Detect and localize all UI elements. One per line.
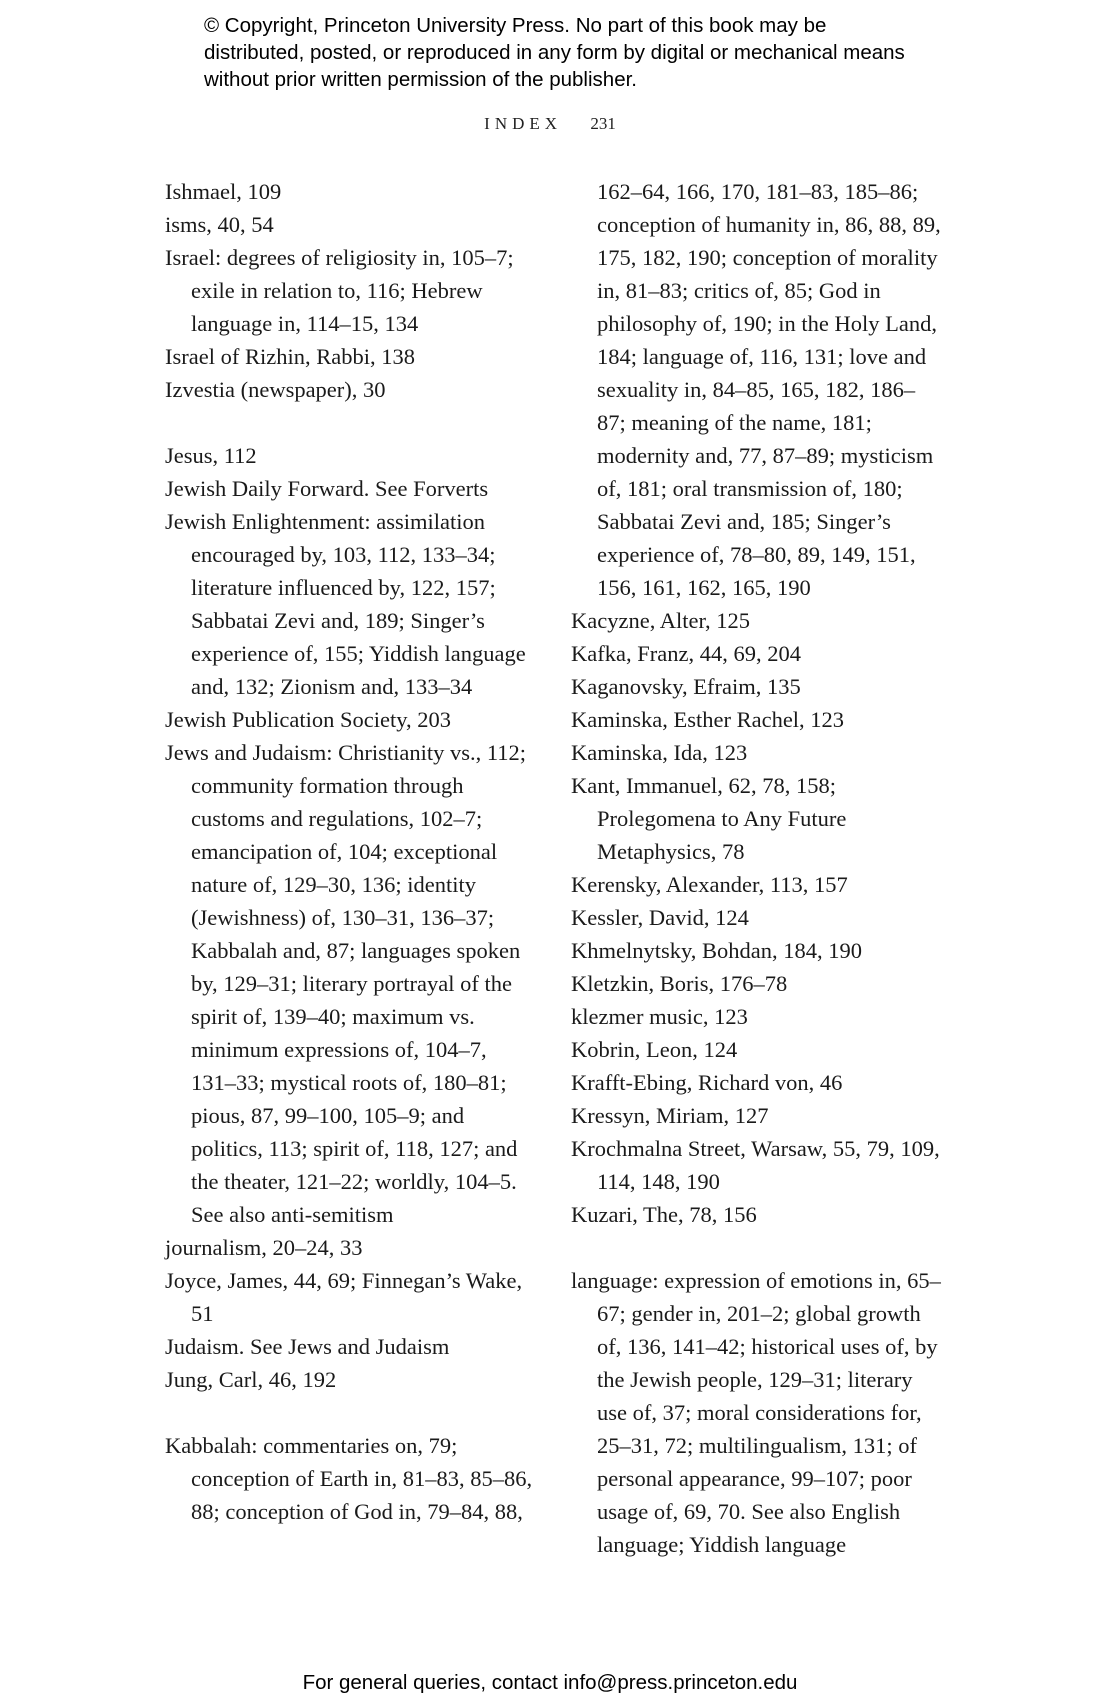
- index-entry: Kabbalah: commentaries on, 79; conception of Earth in, 81–83, 85–86, 88; conception of God in, 79–84, 88,: [165, 1433, 533, 1524]
- footer-contact: For general queries, contact info@press.princeton.edu: [302, 1671, 798, 1694]
- index-entry: Kressyn, Miriam, 127: [571, 1103, 769, 1128]
- index-right-column: [571, 175, 941, 1561]
- index-entry: klezmer music, 123: [571, 1004, 748, 1029]
- page-number: 231: [590, 114, 616, 133]
- index-entry: Kaminska, Esther Rachel, 123: [571, 707, 845, 732]
- letter-gap: [165, 406, 535, 439]
- index-entry: Kaminska, Ida, 123: [571, 740, 748, 765]
- index-entry: Kerensky, Alexander, 113, 157: [571, 872, 848, 897]
- index-entry: Joyce, James, 44, 69; Finnegan’s Wake, 51: [165, 1268, 523, 1326]
- index-entry: Izvestia (newspaper), 30: [165, 377, 386, 402]
- index-entry: Jewish Publication Society, 203: [165, 707, 452, 732]
- running-head: [0, 114, 1100, 134]
- index-entry: Kafka, Franz, 44, 69, 204: [571, 641, 801, 666]
- index-entry: language: expression of emotions in, 65–67; gender in, 201–2; global growth of, 136, 141–42; historical uses of, by the Jewish people, 129–31; literary use of, 37; moral considerations for, 25–31, 72; multilingualism, 131; of personal appearance, 99–107; poor usage of, 69, 70. See also English language; Yiddish language: [571, 1268, 941, 1557]
- letter-gap: [165, 1396, 535, 1429]
- index-entry: Israel of Rizhin, Rabbi, 138: [165, 344, 415, 369]
- letter-gap: [571, 1231, 941, 1264]
- index-entry: Jung, Carl, 46, 192: [165, 1367, 337, 1392]
- index-entry: isms, 40, 54: [165, 212, 274, 237]
- index-entry-continuation: 162–64, 166, 170, 181–83, 185–86; conception of humanity in, 86, 88, 89, 175, 182, 190; conception of morality in, 81–83; critics of, 85; God in philosophy of, 190; in the Holy Land, 184; language of, 116, 131; love and sexuality in, 84–85, 165, 182, 186–87; meaning of the name, 181; modernity and, 77, 87–89; mysticism of, 181; oral transmission of, 180; Sabbatai Zevi and, 185; Singer’s experience of, 78–80, 89, 149, 151, 156, 161, 162, 165, 190: [597, 179, 941, 600]
- index-entry: Ishmael, 109: [165, 179, 282, 204]
- index-entry: Krochmalna Street, Warsaw, 55, 79, 109, 114, 148, 190: [571, 1136, 940, 1194]
- index-entry: Israel: degrees of religiosity in, 105–7; exile in relation to, 116; Hebrew language in, 114–15, 134: [165, 245, 514, 336]
- index-entry: Kaganovsky, Efraim, 135: [571, 674, 801, 699]
- index-entry: Judaism. See Jews and Judaism: [165, 1334, 450, 1359]
- index-entry: Kacyzne, Alter, 125: [571, 608, 751, 633]
- index-entry: Jews and Judaism: Christianity vs., 112; community formation through customs and regulations, 102–7; emancipation of, 104; exceptional nature of, 129–30, 136; identity (Jewishness) of, 130–31, 136–37; Kabbalah and, 87; languages spoken by, 129–31; literary portrayal of the spirit of, 139–40; maximum vs. minimum expressions of, 104–7, 131–33; mystical roots of, 180–81; pious, 87, 99–100, 105–9; and politics, 113; spirit of, 118, 127; and the theater, 121–22; worldly, 104–5. See also anti-semitism: [165, 740, 527, 1227]
- index-entry: Kuzari, The, 78, 156: [571, 1202, 757, 1227]
- index-entry: Kant, Immanuel, 62, 78, 158; Prolegomena to Any Future Metaphysics, 78: [571, 773, 847, 864]
- index-entry: Jewish Enlightenment: assimilation encouraged by, 103, 112, 133–34; literature influenced by, 122, 157; Sabbatai Zevi and, 189; Singer’s experience of, 155; Yiddish language and, 132; Zionism and, 133–34: [165, 509, 526, 699]
- index-entry: Kobrin, Leon, 124: [571, 1037, 738, 1062]
- index-entry: Kessler, David, 124: [571, 905, 749, 930]
- index-left-column: [165, 175, 535, 1528]
- index-entry: journalism, 20–24, 33: [165, 1235, 363, 1260]
- index-entry: Kletzkin, Boris, 176–78: [571, 971, 788, 996]
- index-entry: Jesus, 112: [165, 443, 257, 468]
- index-entry: Krafft-Ebing, Richard von, 46: [571, 1070, 843, 1095]
- running-head-title: INDEX: [484, 114, 563, 133]
- index-entry: Jewish Daily Forward. See Forverts: [165, 476, 489, 501]
- copyright-notice: © Copyright, Princeton University Press. No part of this book may be distributed, posted, or reproduced in any form by digital or mechanical means without prior written permission of the publisher.: [204, 14, 905, 91]
- index-entry: Khmelnytsky, Bohdan, 184, 190: [571, 938, 863, 963]
